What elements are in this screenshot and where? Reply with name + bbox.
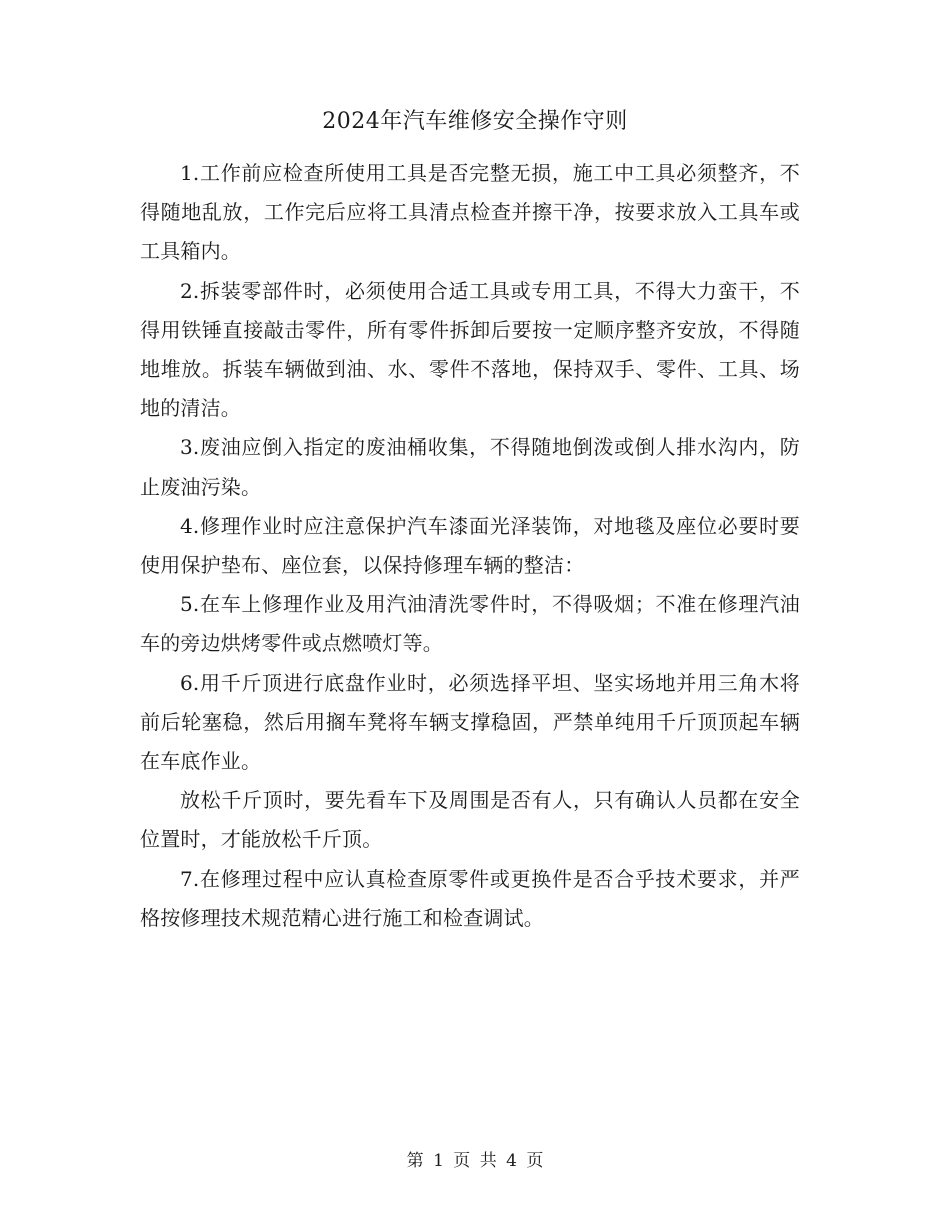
page-number-footer: 第 1 页 共 4 页: [406, 1151, 544, 1171]
paragraph-4: 4.修理作业时应注意保护汽车漆面光泽装饰，对地毯及座位必要时要使用保护垫布、座位套，以保持修理车辆的整洁：: [140, 513, 800, 578]
document-body: [140, 154, 800, 938]
paragraph-5: 5.在车上修理作业及用汽油清洗零件时，不得吸烟；不准在修理汽油车的旁边烘烤零件或点燃喷灯等。: [140, 592, 800, 656]
paragraph-6: 6.用千斤顶进行底盘作业时，必须选择平坦、坚实场地并用三角木将前后轮塞稳，然后用搁车凳将车辆支撑稳固，严禁单纯用千斤顶顶起车辆在车底作业。: [140, 670, 800, 774]
paragraph-6-continued: 放松千斤顶时，要先看车下及周围是否有人，只有确认人员都在安全位置时，才能放松千斤顶。: [140, 788, 800, 852]
paragraph-2: 2.拆装零部件时，必须使用合适工具或专用工具，不得大力蛮干，不得用铁锤直接敲击零件，所有零件拆卸后要按一定顺序整齐安放，不得随地堆放。拆装车辆做到油、水、零件不落地，保持双手、零件、工具、场地的清洁。: [140, 278, 800, 421]
paragraph-7: 7.在修理过程中应认真检查原零件或更换件是否合乎技术要求，并严格按修理技术规范精心进行施工和检查调试。: [140, 866, 800, 930]
paragraph-3: 3.废油应倒入指定的废油桶收集，不得随地倒泼或倒人排水沟内，防止废油污染。: [140, 435, 800, 499]
paragraph-1: 1.工作前应检查所使用工具是否完整无损，施工中工具必须整齐，不得随地乱放，工作完后应将工具清点检查并擦干净，按要求放入工具车或工具箱内。: [140, 161, 800, 264]
document-title: 2024年汽车维修安全操作守则: [322, 109, 628, 134]
